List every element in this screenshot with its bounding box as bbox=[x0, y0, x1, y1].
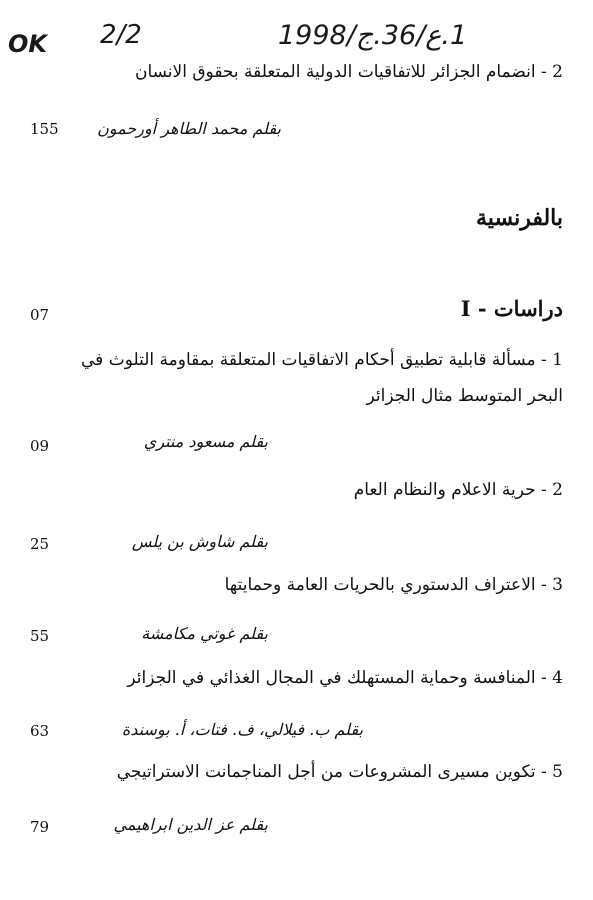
toc-page-number: 63 bbox=[30, 722, 50, 740]
toc-title: 2 - حرية الاعلام والنظام العام bbox=[353, 480, 563, 500]
handwritten-reference: 1.ع/36.ج/1998 bbox=[278, 20, 468, 51]
toc-title-line: 1 - مسألة قابلية تطبيق أحكام الاتفاقيات المتعلقة بمقاومة التلوث في bbox=[81, 350, 563, 370]
toc-page-number: 55 bbox=[30, 627, 50, 645]
toc-author: بقلم شاوش بن يلس bbox=[131, 532, 268, 551]
toc-title: 3 - الاعتراف الدستوري بالحريات العامة وحمايتها bbox=[224, 575, 563, 595]
part-label: - دراسات bbox=[470, 296, 563, 321]
toc-title-line: البحر المتوسط مثال الجزائر bbox=[366, 386, 563, 406]
toc-author: بقلم محمد الطاهر أورحمون bbox=[97, 119, 281, 138]
toc-author: بقلم غوتي مكامشة bbox=[141, 624, 268, 643]
handwritten-fraction: 2/2 bbox=[100, 20, 142, 50]
toc-author: بقلم عز الدين ابراهيمي bbox=[113, 815, 268, 834]
part-numeral: I bbox=[460, 296, 471, 321]
part-page-number: 07 bbox=[30, 306, 50, 324]
toc-author: بقلم مسعود منتري bbox=[143, 432, 268, 451]
toc-page-number: 09 bbox=[30, 437, 50, 455]
handwritten-ok-mark: OK bbox=[8, 30, 47, 58]
part-heading bbox=[461, 296, 563, 321]
toc-title-human-rights: 2 - انضمام الجزائر للاتفاقيات الدولية المتعلقة بحقوق الانسان bbox=[134, 62, 563, 82]
section-heading: بالفرنسية bbox=[476, 205, 563, 231]
toc-page-number: 79 bbox=[30, 818, 50, 836]
toc-author: بقلم ب. فيلالي، ف. فتات، أ. بوسندة bbox=[121, 720, 363, 739]
toc-page-number: 25 bbox=[30, 535, 50, 553]
toc-page-number: 155 bbox=[30, 120, 59, 138]
toc-title: 5 - تكوين مسيرى المشروعات من أجل المناجمانت الاستراتيجي bbox=[116, 762, 563, 782]
toc-title: 4 - المنافسة وحماية المستهلك في المجال الغذائي في الجزائر bbox=[127, 668, 563, 688]
